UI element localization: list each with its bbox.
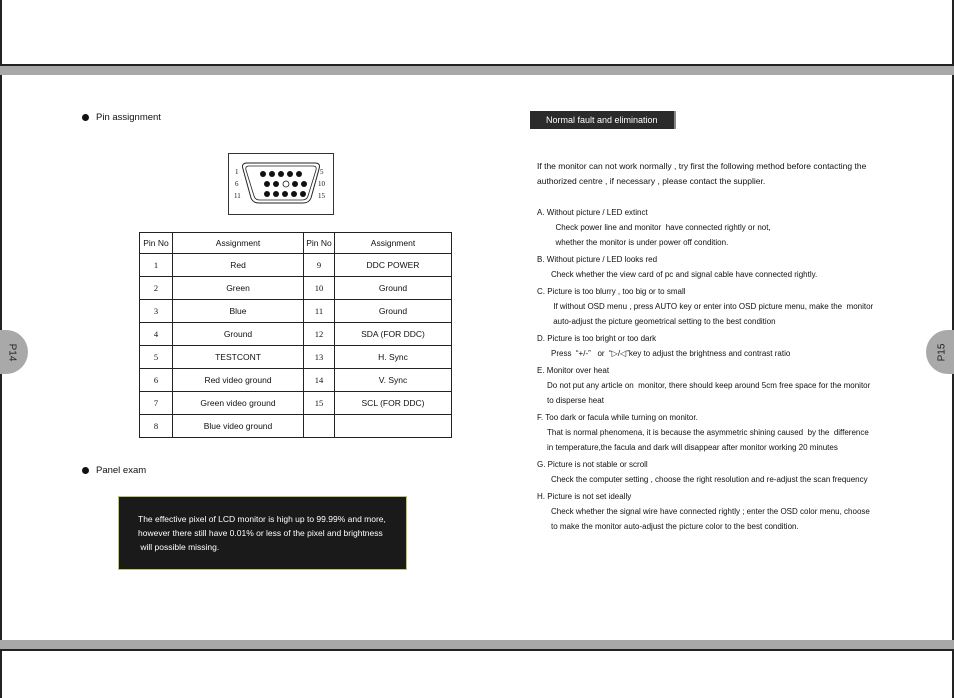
footer-band <box>0 640 954 649</box>
pin-assignment <box>335 415 452 438</box>
pin-assignment: Red <box>173 254 304 277</box>
fault-item-d <box>537 331 927 361</box>
pin-number: 7 <box>140 392 173 415</box>
table-row <box>140 415 452 438</box>
connector-label-5: 5 <box>320 168 324 176</box>
table-row <box>140 277 452 300</box>
fault-title: H. Picture is not set ideally <box>537 492 632 501</box>
header-pin-no: Pin No <box>140 233 173 254</box>
connector-label-15: 15 <box>318 192 325 200</box>
fault-title: C. Picture is too blurry , too big or to small <box>537 287 686 296</box>
pin-assignment: SDA (FOR DDC) <box>335 323 452 346</box>
pin-number: 3 <box>140 300 173 323</box>
pin-assignment: DDC POWER <box>335 254 452 277</box>
panel-exam-label: Panel exam <box>96 465 147 476</box>
pin-number: 13 <box>304 346 335 369</box>
page-tab-right <box>926 330 954 374</box>
fault-title: F. Too dark or facula while turning on monitor. <box>537 413 698 422</box>
bullet-dot-icon <box>82 467 89 474</box>
panel-exam-note <box>118 496 407 570</box>
fault-list <box>537 205 927 534</box>
fault-line: Do not put any article on monitor, there should keep around 5cm free space for the monitor <box>547 381 871 390</box>
intro-line: If the monitor can not work normally , try first the following method before contacting the <box>537 161 867 171</box>
pin-number: 12 <box>304 323 335 346</box>
pin-number: 4 <box>140 323 173 346</box>
pin-assignment: Green <box>173 277 304 300</box>
page-tab-left <box>0 330 28 374</box>
pin-number: 15 <box>304 392 335 415</box>
fault-line: Check whether the signal wire have connected rightly ; enter the OSD color menu, choose <box>551 507 870 516</box>
fault-title: B. Without picture / LED looks red <box>537 255 658 264</box>
fault-line: If without OSD menu , press AUTO key or enter into OSD picture menu, make the monitor <box>551 302 874 311</box>
pin-assignment: Blue <box>173 300 304 323</box>
note-line: The effective pixel of LCD monitor is high up to 99.99% and more, <box>138 514 386 524</box>
pin-assignment: Green video ground <box>173 392 304 415</box>
fault-title: G. Picture is not stable or scroll <box>537 460 648 469</box>
header-assignment-2: Assignment <box>335 233 452 254</box>
header-band <box>0 66 954 75</box>
page-number-right: P15 <box>936 343 948 361</box>
table-row <box>140 323 452 346</box>
fault-title: D. Picture is too bright or too dark <box>537 334 657 343</box>
pin-number: 6 <box>140 369 173 392</box>
note-line: however there still have 0.01% or less of the pixel and brightness <box>138 528 383 538</box>
fault-title: E. Monitor over heat <box>537 366 610 375</box>
fault-item-g <box>537 457 927 487</box>
fault-line: Check power line and monitor have connected rightly or not, <box>551 223 771 232</box>
intro-paragraph <box>537 159 866 189</box>
fault-line: That is normal phenomena, it is because the asymmetric shining caused by the difference <box>547 428 869 437</box>
fault-item-a <box>537 205 927 250</box>
pin-number: 1 <box>140 254 173 277</box>
pin-assignment: Blue video ground <box>173 415 304 438</box>
pin-number: 10 <box>304 277 335 300</box>
pin-assignment: Ground <box>335 300 452 323</box>
pin-assignment: SCL (FOR DDC) <box>335 392 452 415</box>
pin-number <box>304 415 335 438</box>
pin-assignment-table <box>139 232 452 438</box>
intro-line: authorized centre , if necessary , please contact the supplier. <box>537 176 766 186</box>
pin-number: 5 <box>140 346 173 369</box>
fault-line: Press “+/-” or “▷/◁”key to adjust the brightness and contrast ratio <box>551 349 791 358</box>
fault-item-b <box>537 252 927 282</box>
fault-line: Check the computer setting , choose the right resolution and re-adjust the scan frequency <box>551 475 868 484</box>
table-row <box>140 254 452 277</box>
pin-assignment: V. Sync <box>335 369 452 392</box>
pin-assignment: Red video ground <box>173 369 304 392</box>
pin-number: 9 <box>304 254 335 277</box>
fault-line: to disperse heat <box>547 396 604 405</box>
fault-line: Check whether the view card of pc and signal cable have connected rightly. <box>551 270 818 279</box>
header-assignment: Assignment <box>173 233 304 254</box>
connector-label-10: 10 <box>318 180 325 188</box>
connector-label-6: 6 <box>235 180 239 188</box>
table-row <box>140 300 452 323</box>
fault-item-h <box>537 489 927 534</box>
fault-line: to make the monitor auto-adjust the picture color to the best condition. <box>551 522 799 531</box>
pin-assignment-label: Pin assignment <box>96 112 161 123</box>
fault-line: auto-adjust the picture geometrical setting to the best condition <box>551 317 776 326</box>
fault-title: A. Without picture / LED extinct <box>537 208 648 217</box>
fault-item-e <box>537 363 927 408</box>
page-number-left: P14 <box>6 343 18 361</box>
pin-number: 2 <box>140 277 173 300</box>
fault-line: whether the monitor is under power off condition. <box>551 238 729 247</box>
pin-assignment: H. Sync <box>335 346 452 369</box>
pin-number: 11 <box>304 300 335 323</box>
table-row <box>140 346 452 369</box>
table-row <box>140 392 452 415</box>
fault-item-c <box>537 284 927 329</box>
connector-label-1: 1 <box>235 168 239 176</box>
header-pin-no-2: Pin No <box>304 233 335 254</box>
vga-connector-diagram <box>228 153 334 215</box>
pin-number: 8 <box>140 415 173 438</box>
table-header-row <box>140 233 452 254</box>
table-row <box>140 369 452 392</box>
bullet-dot-icon <box>82 114 89 121</box>
section-heading: Normal fault and elimination <box>530 111 676 129</box>
pin-assignment: Ground <box>173 323 304 346</box>
pin-assignment: TESTCONT <box>173 346 304 369</box>
pin-assignment: Ground <box>335 277 452 300</box>
footer-rule <box>0 649 954 651</box>
panel-exam-heading <box>82 465 146 476</box>
fault-item-f <box>537 410 927 455</box>
pin-number: 14 <box>304 369 335 392</box>
note-line: will possible missing. <box>138 542 220 552</box>
fault-line: in temperature,the facula and dark will disappear after monitor working 20 minutes <box>547 443 838 452</box>
pin-assignment-heading <box>82 112 161 123</box>
connector-label-11: 11 <box>234 192 241 200</box>
